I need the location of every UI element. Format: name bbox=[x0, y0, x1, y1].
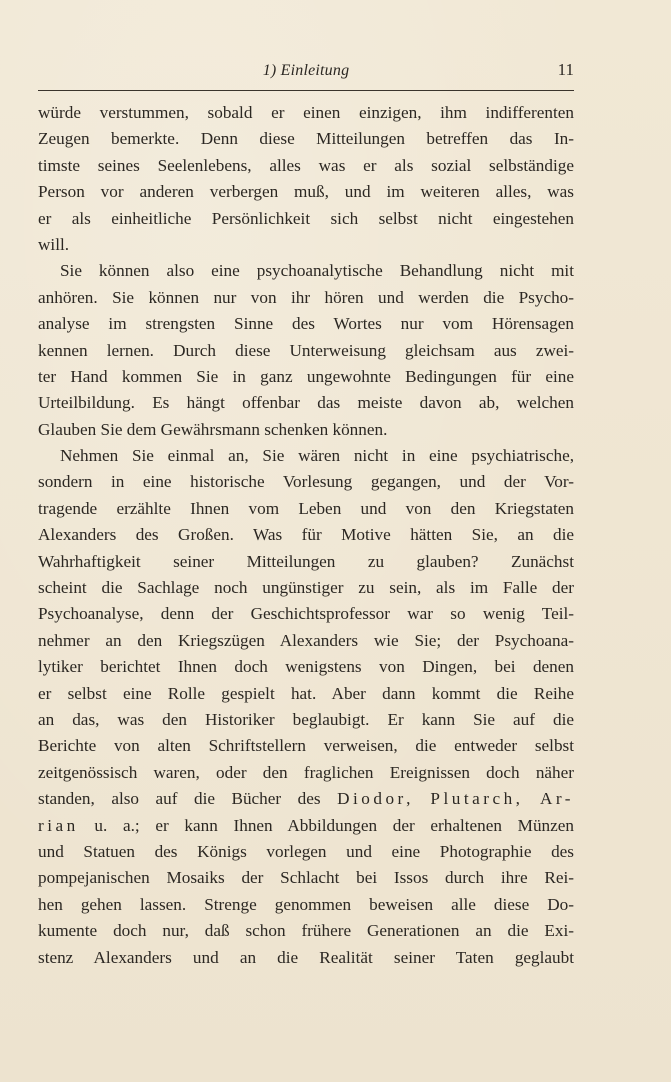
text-line: Wahrhaftigkeit seiner Mitteilungen zu glauben? Zunächst bbox=[38, 551, 574, 571]
author-name-plutarch: Plutarch, bbox=[430, 789, 524, 809]
text-line-with-names bbox=[38, 813, 574, 839]
text-line: Psychoanalyse, denn der Geschichtsprofessor war so wenig Teil- bbox=[38, 604, 574, 624]
text-line: nehmer an den Kriegszügen Alexanders wie Sie; der Psychoana- bbox=[38, 630, 574, 650]
body-text bbox=[38, 100, 574, 971]
text-line: hen gehen lassen. Strenge genommen beweisen alle diese Do- bbox=[38, 894, 574, 914]
text-line: Person vor anderen verbergen muß, und im weiteren alles, was bbox=[38, 182, 574, 202]
text-line: kumente doch nur, daß schon frühere Generationen an die Exi- bbox=[38, 921, 574, 941]
author-name-arrian-part2: rian bbox=[38, 815, 79, 835]
chapter-title: 1) Einleitung bbox=[262, 62, 350, 79]
header-rule bbox=[38, 90, 574, 91]
text-line: Glauben Sie dem Gewährsmann schenken können. bbox=[38, 419, 388, 439]
text-line: Zeugen bemerkte. Denn diese Mitteilungen betreffen das In- bbox=[38, 129, 574, 149]
running-head bbox=[38, 52, 574, 86]
text-line: analyse im strengsten Sinne des Wortes nur vom Hörensagen bbox=[38, 314, 574, 334]
text-line: würde verstummen, sobald er einen einzigen, ihm indifferenten bbox=[38, 103, 574, 122]
text-line: ter Hand kommen Sie in ganz ungewohnte Bedingungen für eine bbox=[38, 366, 574, 386]
text-line: er als einheitliche Persönlichkeit sich selbst nicht eingestehen bbox=[38, 208, 574, 228]
text-line: anhören. Sie können nur von ihr hören und werden die Psycho- bbox=[38, 287, 574, 307]
text-line: tragende erzählte Ihnen vom Leben und von den Kriegstaten bbox=[38, 498, 574, 518]
text-line: er selbst eine Rolle gespielt hat. Aber dann kommt die Reihe bbox=[38, 683, 574, 703]
text-line: sondern in eine historische Vorlesung gegangen, und der Vor- bbox=[38, 472, 574, 492]
text-line: Alexanders des Großen. Was für Motive hätten Sie, an die bbox=[38, 525, 574, 545]
page-number: 11 bbox=[557, 60, 574, 79]
text-line: Urteilbildung. Es hängt offenbar das meiste davon ab, welchen bbox=[38, 393, 574, 413]
author-name-arrian-part1: Ar- bbox=[539, 789, 574, 809]
text-line: an das, was den Historiker beglaubigt. Er kann Sie auf die bbox=[38, 709, 574, 729]
text-line: Berichte von alten Schriftstellern verweisen, die entweder selbst bbox=[38, 736, 574, 756]
author-name-diodor: Diodor, bbox=[337, 789, 414, 809]
text-line: und Statuen des Königs vorlegen und eine Photographie des bbox=[38, 841, 574, 861]
line-text: standen, also auf die Bücher des bbox=[38, 789, 338, 809]
text-line: kennen lernen. Durch diese Unterweisung gleichsam aus zwei- bbox=[38, 340, 574, 360]
line-text: u. a.; er kann Ihnen Abbildungen der erhaltenen Münzen bbox=[78, 815, 574, 835]
text-line: zeitgenössisch waren, oder den fraglichen Ereignissen doch näher bbox=[38, 762, 574, 782]
text-line: stenz Alexanders und an die Realität seiner Taten geglaubt bbox=[38, 947, 574, 967]
text-line: timste seines Seelenlebens, alles was er als sozial selbständige bbox=[38, 155, 574, 175]
text-line: will. bbox=[38, 234, 70, 254]
text-line: scheint die Sachlage noch ungünstiger zu sein, als im Falle der bbox=[38, 578, 574, 598]
paragraph-start-line: Nehmen Sie einmal an, Sie wären nicht in eine psychiatrische, bbox=[60, 446, 574, 466]
paragraph-start-line: Sie können also eine psychoanalytische Behandlung nicht mit bbox=[60, 261, 574, 281]
text-line: lytiker berichtet Ihnen doch wenigstens von Dingen, bei denen bbox=[38, 657, 574, 677]
text-line-with-names bbox=[38, 786, 574, 812]
text-line: pompejanischen Mosaiks der Schlacht bei Issos durch ihre Rei- bbox=[38, 868, 574, 888]
